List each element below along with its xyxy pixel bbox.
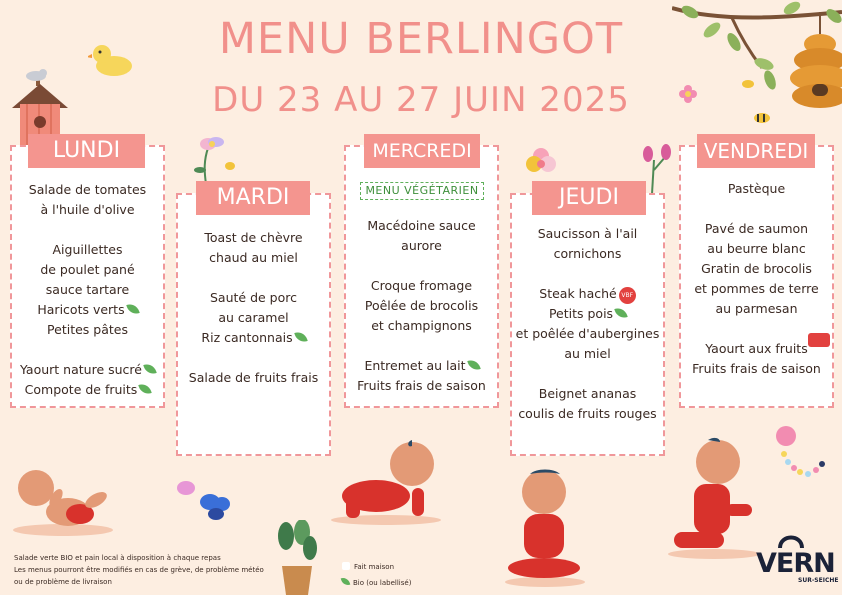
vern-logo: VERN bbox=[756, 548, 835, 579]
menu-item: chaud au miel bbox=[209, 250, 298, 265]
vegetarian-tag: MENU VÉGÉTARIEN bbox=[360, 182, 484, 200]
legend-homemade bbox=[342, 562, 394, 571]
pacifier-icon bbox=[770, 424, 830, 494]
footer-note: Les menus pourront être modifiés en cas de grève, de problème météo bbox=[14, 566, 264, 574]
duck-icon bbox=[88, 40, 134, 78]
beehive-branch-icon bbox=[672, 0, 842, 135]
footer-note: ou de problème de livraison bbox=[14, 578, 112, 586]
menu-item: Sauté de porc bbox=[210, 290, 297, 305]
menu-card-jeudi bbox=[510, 193, 665, 456]
menu-item: Saucisson à l'ail bbox=[537, 226, 638, 241]
menu-item: à l'huile d'olive bbox=[40, 202, 135, 217]
bio-leaf-icon bbox=[614, 306, 628, 321]
menu-item: au parmesan bbox=[715, 301, 798, 316]
menu-item: Yaourt aux fruits bbox=[705, 341, 808, 356]
menu-card-vendredi bbox=[679, 145, 834, 408]
bio-leaf-icon bbox=[126, 302, 140, 317]
bio-leaf-icon bbox=[341, 576, 351, 587]
menu-item: et poêlée d'aubergines bbox=[515, 326, 660, 341]
menu-item: au miel bbox=[564, 346, 611, 361]
baby-crawling-illustration bbox=[326, 436, 446, 526]
vern-logo-sub: SUR-SEICHE bbox=[798, 577, 839, 584]
legend-bio bbox=[342, 577, 411, 587]
menu-item: Salade de fruits frais bbox=[188, 370, 319, 385]
homemade-icon bbox=[808, 333, 830, 347]
day-label-lundi: LUNDI bbox=[28, 134, 145, 168]
menu-item: et pommes de terre bbox=[694, 281, 819, 296]
menu-item: Macédoine sauce aurore bbox=[367, 218, 476, 253]
day-label-mercredi: MERCREDI bbox=[364, 134, 480, 168]
menu-item: Yaourt nature sucré bbox=[20, 362, 142, 377]
menu-item: au beurre blanc bbox=[707, 241, 806, 256]
day-label-mardi: MARDI bbox=[196, 181, 310, 215]
page-title: MENU BERLINGOT bbox=[218, 14, 624, 64]
legend-bio-label: Bio (ou labellisé) bbox=[353, 579, 412, 587]
menu-item: Petites pâtes bbox=[47, 322, 128, 337]
bio-leaf-icon bbox=[294, 330, 308, 345]
vern-logo-mark bbox=[776, 526, 806, 550]
menu-item: Riz cantonnais bbox=[201, 330, 293, 345]
menu-item: Steak haché bbox=[539, 286, 617, 301]
menu-item: Compote de fruits bbox=[24, 382, 138, 397]
footer-note: Salade verte BIO et pain local à disposition à chaque repas bbox=[14, 554, 221, 562]
bio-leaf-icon bbox=[139, 382, 153, 397]
menu-item: coulis de fruits rouges bbox=[518, 406, 657, 421]
day-label-vendredi: VENDREDI bbox=[697, 134, 815, 168]
menu-item: sauce tartare bbox=[45, 282, 130, 297]
house-icon bbox=[342, 562, 350, 570]
menu-item: Entremet au lait bbox=[364, 358, 466, 373]
menu-item: cornichons bbox=[553, 246, 622, 261]
menu-card-mardi bbox=[176, 193, 331, 456]
baby-lying-illustration bbox=[8, 460, 118, 538]
menu-item: Petits pois bbox=[548, 306, 614, 321]
menu-item: Salade de tomates bbox=[28, 182, 147, 197]
menu-item: Beignet ananas bbox=[538, 386, 637, 401]
menu-item: au caramel bbox=[218, 310, 289, 325]
pink-flower-icon bbox=[524, 146, 558, 180]
bio-leaf-icon bbox=[467, 358, 481, 373]
baby-sitting-illustration bbox=[500, 466, 590, 588]
vbf-badge: VBF bbox=[619, 287, 636, 304]
butterfly-icon bbox=[172, 478, 232, 526]
menu-item: Fruits frais de saison bbox=[692, 361, 821, 376]
menu-item: Toast de chèvre bbox=[204, 230, 303, 245]
menu-item: Pastèque bbox=[727, 181, 786, 196]
menu-item: Fruits frais de saison bbox=[357, 378, 486, 393]
bio-leaf-icon bbox=[143, 362, 157, 377]
menu-item: Poêlée de brocolis bbox=[364, 298, 479, 313]
menu-item: Aiguillettes bbox=[52, 242, 123, 257]
menu-item: Croque fromage bbox=[370, 278, 473, 293]
menu-item: Gratin de brocolis bbox=[701, 261, 812, 276]
menu-item: et champignons bbox=[371, 318, 472, 333]
flower-icon bbox=[678, 84, 698, 104]
baby-kneeling-illustration bbox=[664, 434, 764, 560]
date-range: DU 23 AU 27 JUIN 2025 bbox=[212, 80, 630, 120]
day-label-jeudi: JEUDI bbox=[532, 181, 646, 215]
menu-card-lundi bbox=[10, 145, 165, 408]
plant-pot-icon bbox=[272, 520, 322, 595]
menu-item: Pavé de saumon bbox=[704, 221, 809, 236]
menu-item: de poulet pané bbox=[40, 262, 135, 277]
footer-notes bbox=[14, 552, 264, 588]
legend-homemade-label: Fait maison bbox=[354, 563, 395, 571]
flower-bee-icon bbox=[190, 130, 242, 184]
menu-item: Haricots verts bbox=[37, 302, 125, 317]
